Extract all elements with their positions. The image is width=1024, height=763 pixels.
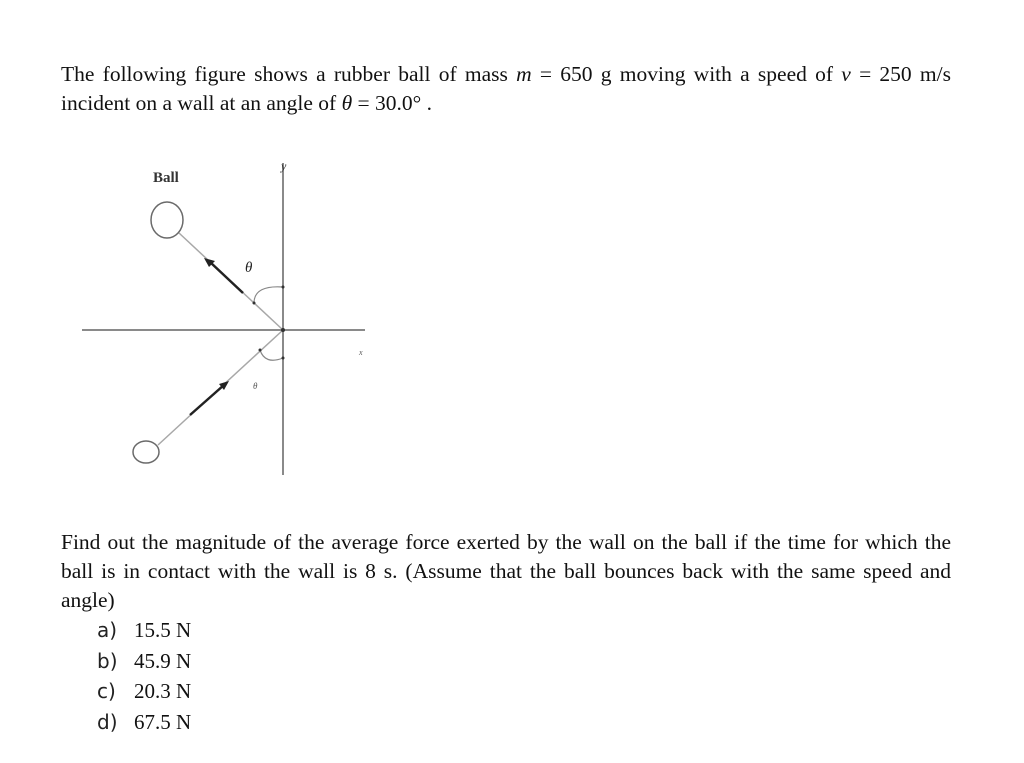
angle-value: = 30.0° [352,91,422,115]
mass-symbol: m [516,62,532,86]
option-letter: a) [97,618,118,642]
option-letter: d) [97,709,118,734]
question-text: Find out the magnitude of the average force exerted by the wall on the ball if the time for which the ball is in contact with the wall is 8 s. (Assume that the ball bounces back with the same speed and angle) [61,530,951,612]
option-c[interactable] [97,676,191,707]
intro-text-3: incident on a wall at an angle of [61,91,342,115]
incident-velocity-arrow [190,385,224,415]
option-b[interactable] [97,646,191,677]
option-value: 67.5 N [134,709,192,734]
y-axis-label: y [281,159,287,173]
option-value: 15.5 N [134,618,192,642]
answer-options [97,615,191,737]
angle-arc-lower [260,350,283,360]
mass-value: = 650 g [531,62,612,86]
speed-symbol: v [841,62,851,86]
ball-lower [133,441,159,463]
reflected-velocity-arrow [210,262,243,293]
intro-text-1: The following figure shows a rubber ball of mass [61,62,517,86]
option-d[interactable] [97,707,191,738]
option-letter: b) [97,648,118,673]
ball-label: Ball [153,170,179,186]
x-axis-label: x [359,348,363,357]
option-value: 20.3 N [134,679,192,703]
intro-end: . [421,91,433,115]
speed-value: = 250 m/s [850,62,951,86]
theta-upper-label: θ [245,260,253,276]
intro-text-2: moving with a speed of [611,62,842,86]
ball-upper [151,202,183,238]
theta-lower-label: θ [253,381,258,391]
option-a[interactable] [97,615,191,646]
angle-symbol: θ [341,91,353,115]
angle-arc-upper [254,287,283,302]
option-value: 45.9 N [134,648,192,673]
option-letter: c) [97,679,116,703]
